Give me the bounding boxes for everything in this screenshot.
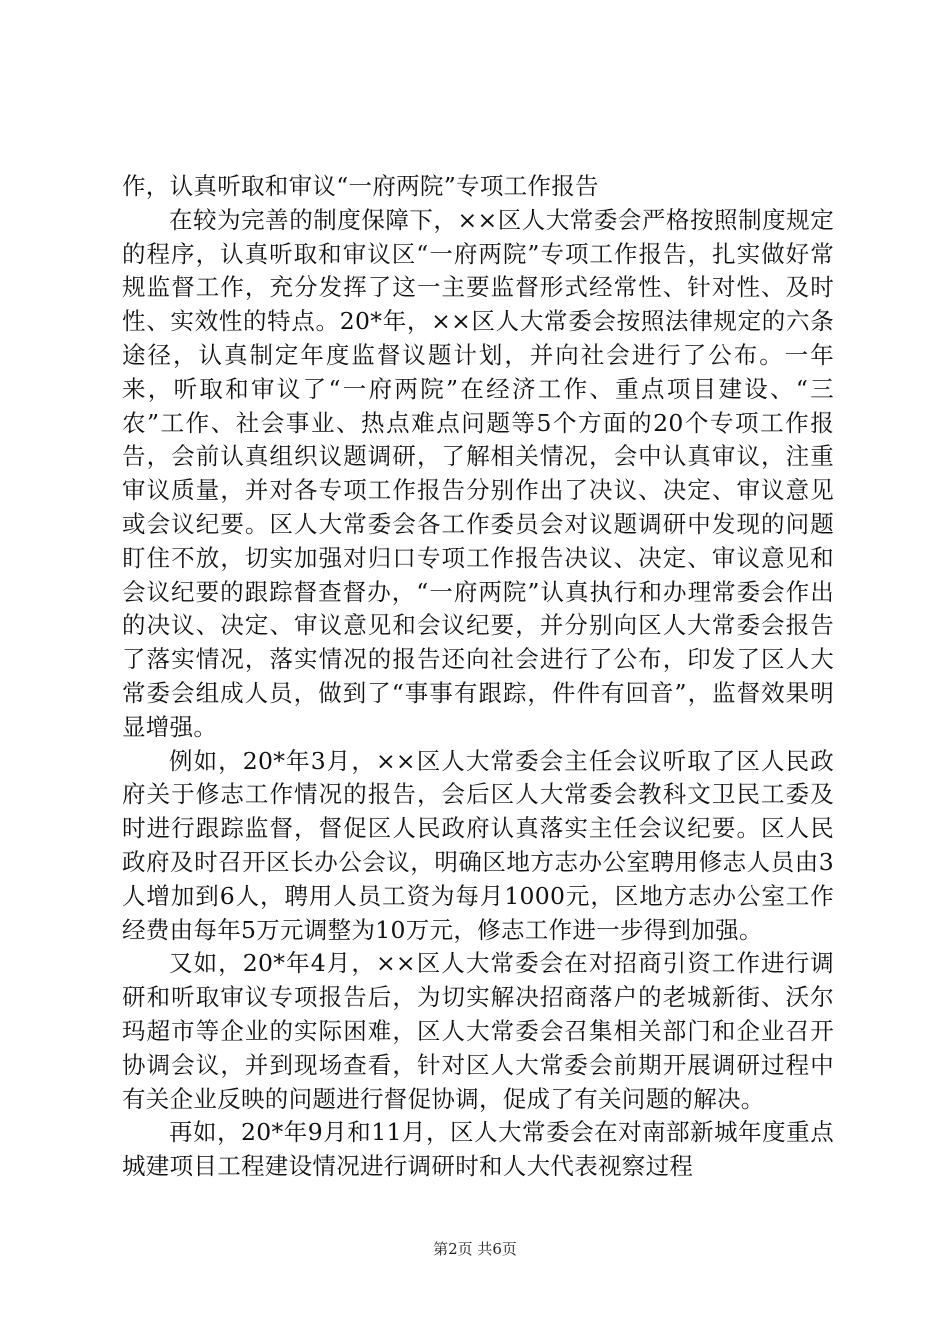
paragraph-continuation: 作，认真听取和审议“一府两院”专项工作报告	[122, 172, 599, 200]
paragraph-example-march: 例如，20*年3月，××区人大常委会主任会议听取了区人民政府关于修志工作情况的报告，会后区人大常委会教科文卫民工委及时进行跟踪监督，督促区人民政府认真落实主任会议纪要。区人民政府及时召开区长办公会议，明确区地方志办公室聘用修志人员由3人增加到6人，聘用人员工资为每月1000元，区地方志办公室工作经费由每年5万元调整为10万元，修志工作进一步得到加强。	[122, 746, 834, 944]
page-number-footer: 第2页 共6页	[433, 1240, 517, 1258]
paragraph-oversight-summary: 在较为完善的制度保障下，××区人大常委会严格按照制度规定的程序，认真听取和审议区“一府两院”专项工作报告，扎实做好常规监督工作，充分发挥了这一主要监督形式经常性、针对性、及时性、实效性的特点。20*年，××区人大常委会按照法律规定的六条途径，认真制定年度监督议题计划，并向社会进行了公布。一年来，听取和审议了“一府两院”在经济工作、重点项目建设、“三农”工作、社会事业、热点难点问题等5个方面的20个专项工作报告，会前认真组织议题调研，了解相关情况，会中认真审议，注重审议质量，并对各专项工作报告分别作出了决议、决定、审议意见或会议纪要。区人大常委会各工作委员会对议题调研中发现的问题盯住不放，切实加强对归口专项工作报告决议、决定、审议意见和会议纪要的跟踪督查督办，“一府两院”认真执行和办理常委会作出的决议、决定、审议意见和会议纪要，并分别向区人大常委会报告了落实情况，落实情况的报告还向社会进行了公布，印发了区人大常委会组成人员，做到了“事事有跟踪，件件有回音”，监督效果明显增强。	[122, 205, 834, 741]
paragraph-example-april: 又如，20*年4月，××区人大常委会在对招商引资工作进行调研和听取审议专项报告后，为切实解决招商落户的老城新街、沃尔玛超市等企业的实际困难，区人大常委会召集相关部门和企业召开协调会议，并到现场查看，针对区人大常委会前期开展调研过程中有关企业反映的问题进行督促协调，促成了有关问题的解决。	[122, 949, 834, 1113]
paragraph-example-september: 再如，20*年9月和11月，区人大常委会在对南部新城年度重点城建项目工程建设情况进行调研时和人大代表视察过程	[122, 1118, 834, 1181]
document-body	[122, 170, 834, 1184]
